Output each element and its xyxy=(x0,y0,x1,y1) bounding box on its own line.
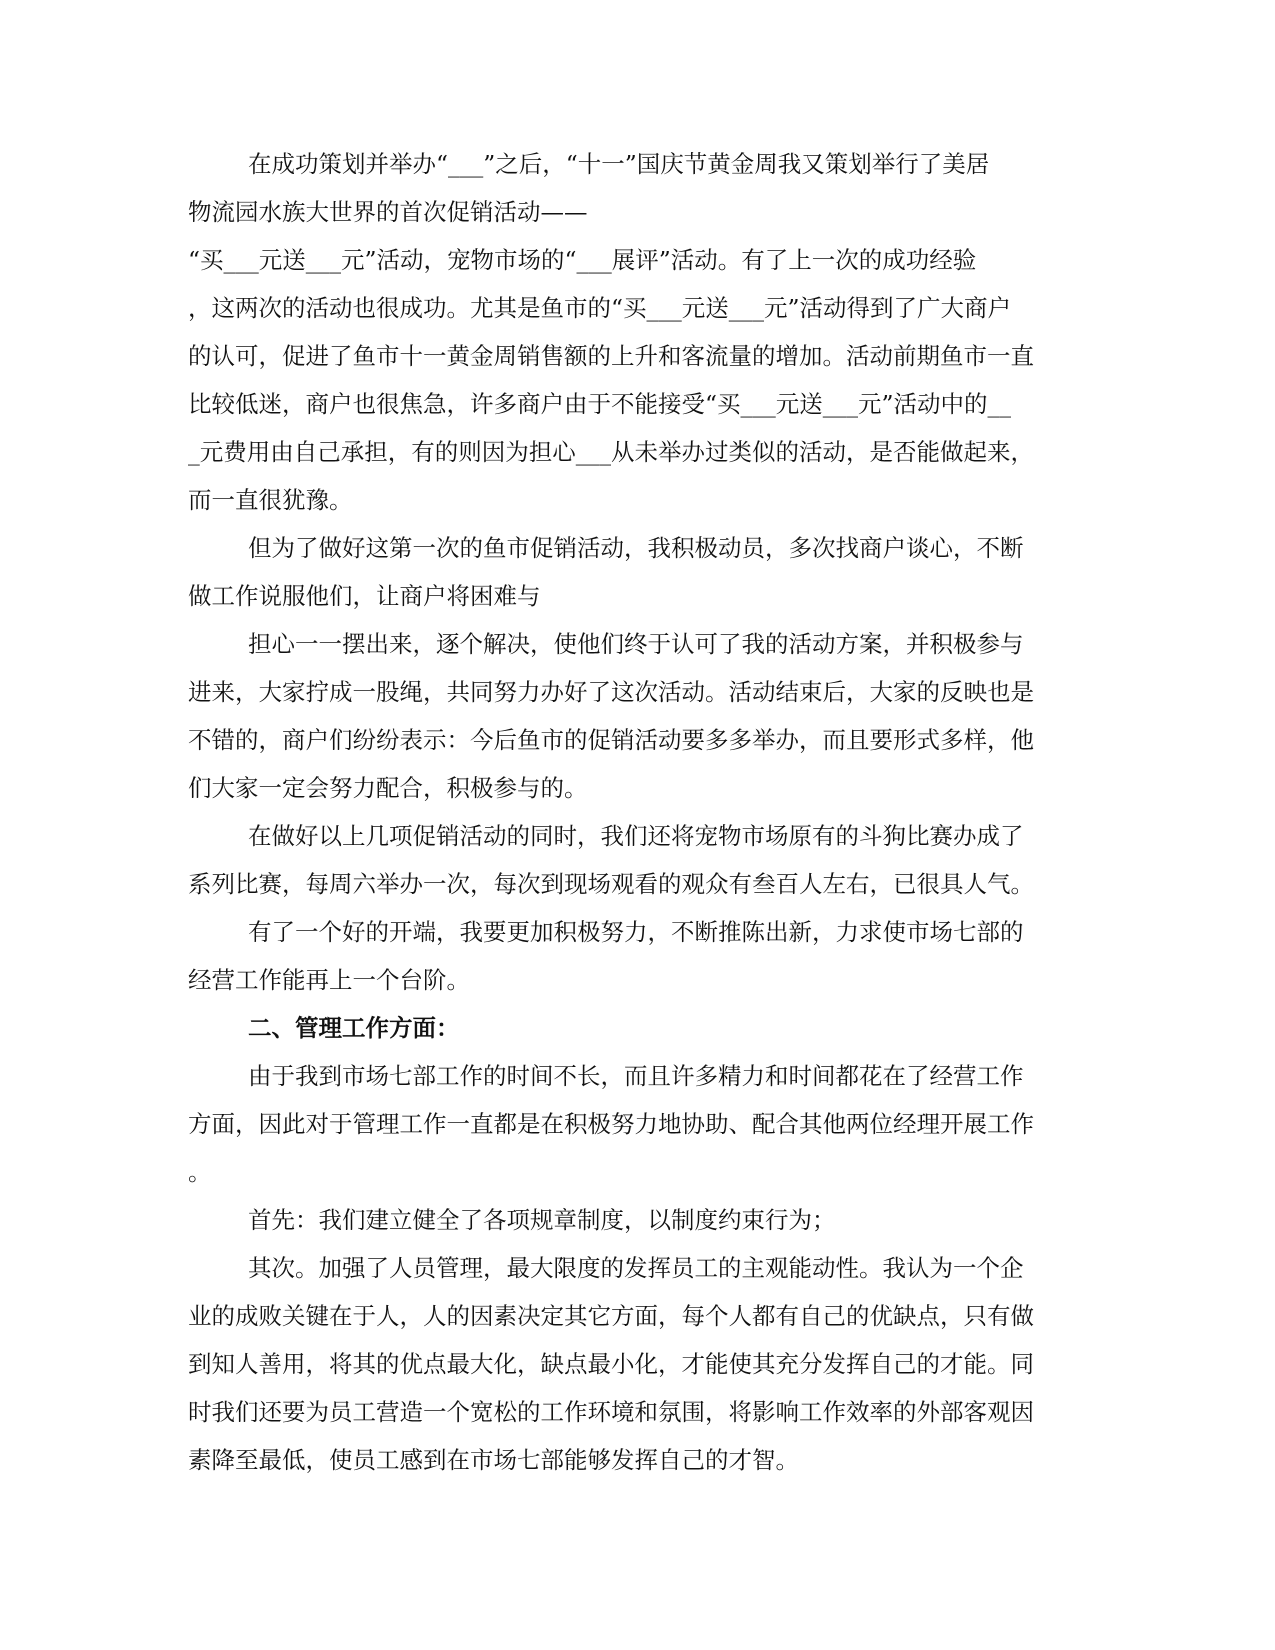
text-line: 进来，大家拧成一股绳，共同努力办好了这次活动。活动结束后，大家的反映也是 xyxy=(188,678,1034,706)
text-line: 而一直很犹豫。 xyxy=(188,486,353,514)
text-line: 时我们还要为员工营造一个宽松的工作环境和氛围，将影响工作效率的外部客观因 xyxy=(188,1398,1034,1426)
text-line: 不错的，商户们纷纷表示：今后鱼市的促销活动要多多举办，而且要形式多样，他 xyxy=(188,726,1034,754)
text-line: 比较低迷，商户也很焦急，许多商户由于不能接受“买___元送___元”活动中的__ xyxy=(188,390,1012,418)
text-line: 到知人善用，将其的优点最大化，缺点最小化，才能使其充分发挥自己的才能。同 xyxy=(188,1350,1034,1378)
text-line: 其次。加强了人员管理，最大限度的发挥员工的主观能动性。我认为一个企 xyxy=(248,1254,1024,1282)
text-line: 系列比赛，每周六举办一次，每次到现场观看的观众有叁百人左右，已很具人气。 xyxy=(188,870,1034,898)
text-line: 素降至最低，使员工感到在市场七部能够发挥自己的才智。 xyxy=(188,1446,799,1474)
text-line: 物流园水族大世界的首次促销活动—— xyxy=(188,198,588,226)
text-line: 做工作说服他们，让商户将困难与 xyxy=(188,582,541,610)
text-line: 业的成败关键在于人，人的因素决定其它方面，每个人都有自己的优缺点，只有做 xyxy=(188,1302,1034,1330)
text-line: 的认可，促进了鱼市十一黄金周销售额的上升和客流量的增加。活动前期鱼市一直 xyxy=(188,342,1034,370)
text-line: 。 xyxy=(188,1158,212,1186)
text-line: “买___元送___元”活动，宠物市场的“___展评”活动。有了上一次的成功经验 xyxy=(188,246,977,274)
section-heading: 二、管理工作方面： xyxy=(248,1014,460,1042)
text-line: 经营工作能再上一个台阶。 xyxy=(188,966,470,994)
text-line: 在成功策划并举办“___”之后，“十一”国庆节黄金周我又策划举行了美居 xyxy=(248,150,990,178)
text-line: 首先：我们建立健全了各项规章制度，以制度约束行为； xyxy=(248,1206,836,1234)
text-line: 但为了做好这第一次的鱼市促销活动，我积极动员，多次找商户谈心，不断 xyxy=(248,534,1024,562)
text-line: ，这两次的活动也很成功。尤其是鱼市的“买___元送___元”活动得到了广大商户 xyxy=(188,294,1012,322)
text-line: 方面，因此对于管理工作一直都是在积极努力地协助、配合其他两位经理开展工作 xyxy=(188,1110,1034,1138)
text-line: _元费用由自己承担，有的则因为担心___从未举办过类似的活动，是否能做起来， xyxy=(188,438,1034,466)
text-line: 担心一一摆出来，逐个解决，使他们终于认可了我的活动方案，并积极参与 xyxy=(248,630,1024,658)
text-line: 有了一个好的开端，我要更加积极努力，不断推陈出新，力求使市场七部的 xyxy=(248,918,1024,946)
text-line: 由于我到市场七部工作的时间不长，而且许多精力和时间都花在了经营工作 xyxy=(248,1062,1024,1090)
document-body xyxy=(188,140,1081,1484)
text-line: 们大家一定会努力配合，积极参与的。 xyxy=(188,774,588,802)
text-line: 在做好以上几项促销活动的同时，我们还将宠物市场原有的斗狗比赛办成了 xyxy=(248,822,1024,850)
